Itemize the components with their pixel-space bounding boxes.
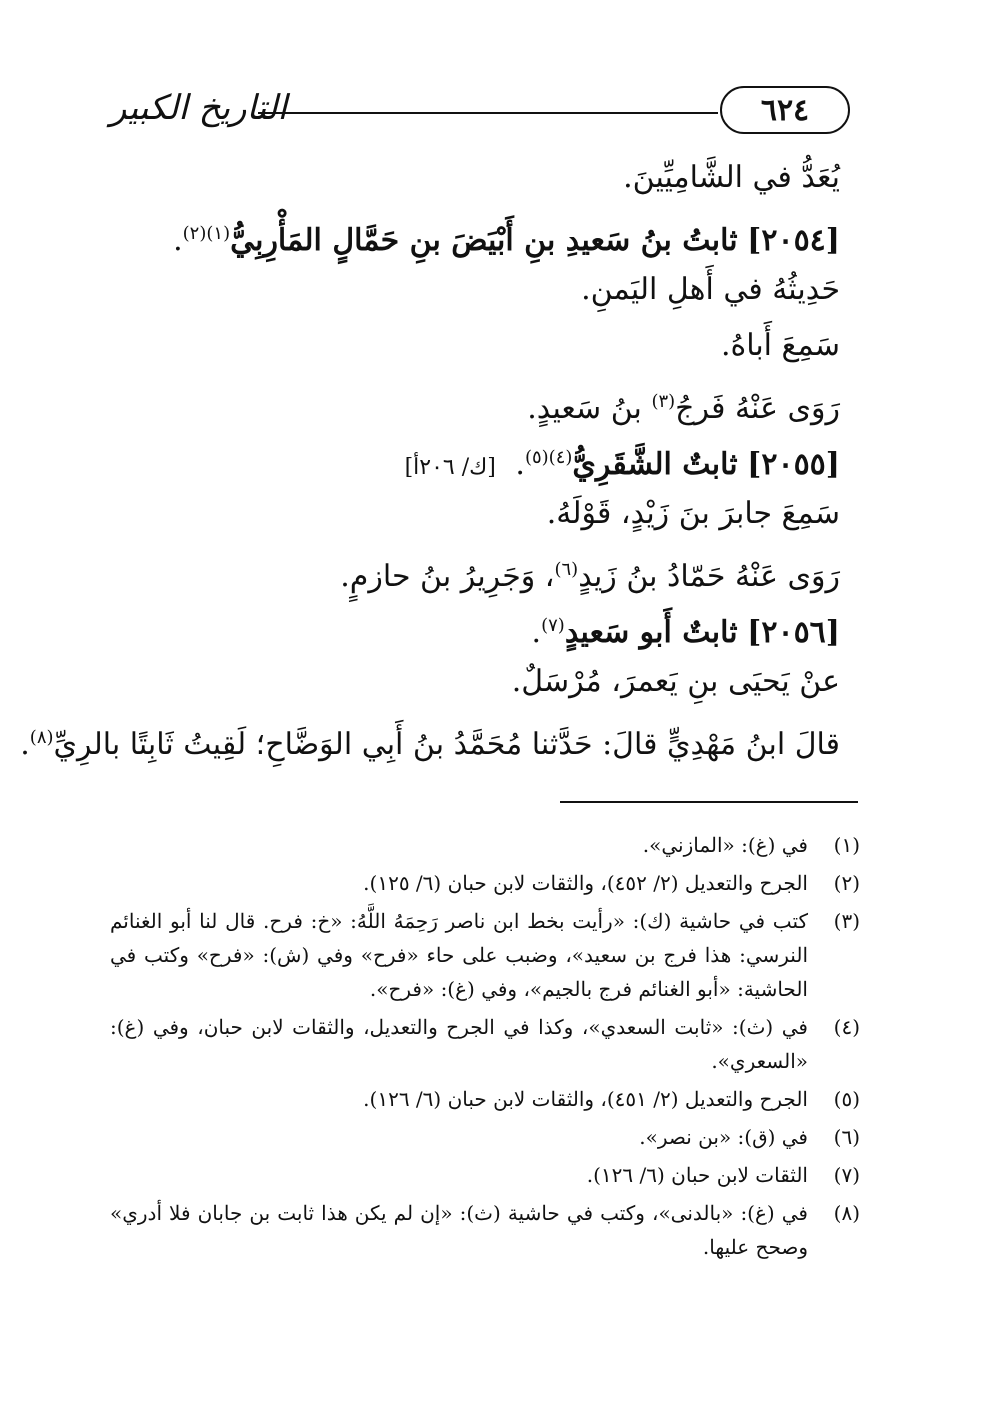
- running-title: التاريخ الكبير: [110, 88, 287, 128]
- footnote: [110, 1120, 860, 1154]
- text-line: سَمِعَ جابرَ بنَ زَيْدٍ، قَوْلَهُ.: [546, 496, 840, 531]
- footnote-text: في (ث): «ثابت السعدي»، وكذا في الجرح والتعديل، والثقات لابن حبان، وفي (غ): «السعري».: [110, 1015, 808, 1073]
- footnote: [110, 1010, 860, 1078]
- entry-2055: [110, 430, 840, 486]
- text-segment: رَوَى عَنْهُ فَرجُ: [675, 391, 840, 426]
- text-line-mahdi: [20, 710, 840, 766]
- footnote-ref: (١)(٢): [182, 223, 231, 244]
- text-line: يُعَدُّ في الشَّامِيِّينَ.: [623, 160, 840, 195]
- entry-name: ثابتٌ الشَّقَرِيُّ: [572, 447, 738, 482]
- footnote-text: في (ق): «بن نصر».: [639, 1125, 808, 1149]
- text-line: حَدِيثُهُ في أَهلِ اليَمنِ.: [581, 272, 840, 307]
- footnote-number: (٢): [833, 871, 860, 895]
- footnote-number: (٨): [833, 1201, 860, 1225]
- entry-number: [٢٠٥٦]: [747, 615, 840, 650]
- footnote-text: كتب في حاشية (ك): «رأيت بخط ابن ناصر رَحِمَهُ اللَّهُ: «خ: فرح. قال لنا أبو الغنائم النرسي: هذا فرج بن سعيد»، وضبب على حاء «فرح» وفي (ش): «فرح» وكتب في الحاشية: «أبو الغنائم فرج بالجيم»، وفي (غ): «فرح».: [110, 909, 808, 1001]
- text-line: عنْ يَحيَى بنِ يَعمرَ، مُرْسَلٌ.: [511, 664, 840, 699]
- entry-end: .: [531, 615, 542, 650]
- footnote-text: في (غ): «المازني».: [642, 833, 808, 857]
- page-number: ٦٢٤: [720, 86, 850, 134]
- entry-2054: [110, 206, 840, 262]
- footnote: [110, 828, 860, 862]
- footnote-number: (٦): [833, 1125, 860, 1149]
- footnote-number: (٣): [833, 909, 860, 933]
- footnotes: [110, 828, 860, 1268]
- footnote-text: في (غ): «بالدنى»، وكتب في حاشية (ث): «إن لم يكن هذا ثابت بن جابان فلا أدري» وصحح عليها.: [110, 1201, 808, 1259]
- entry-name: ثابتُ بنُ سَعيدِ بنِ أَبْيَضَ بنِ حَمَّالٍ المَأْرِبِيُّ: [230, 223, 738, 258]
- entry-number: [٢٠٥٤]: [747, 223, 840, 258]
- footnote-ref: (٦): [554, 559, 579, 580]
- entry-name: ثابتٌ أَبو سَعيدٍ: [564, 615, 738, 650]
- footnote-number: (١): [833, 833, 860, 857]
- footnote: [110, 1158, 860, 1192]
- text-segment: .: [20, 727, 30, 762]
- footnote-ref: (٧): [541, 615, 565, 636]
- text-line-farj: [110, 374, 840, 430]
- text-segment: ، وَجَرِيرُ بنُ حازمٍ.: [340, 559, 555, 594]
- text-line: سَمِعَ أَباهُ.: [720, 328, 840, 363]
- footnote: [110, 866, 860, 900]
- text-segment: رَوَى عَنْهُ حَمّادُ بنُ زَيدٍ: [578, 559, 840, 594]
- manuscript-sigla: [ك/ ٢٠٦أ]: [404, 455, 496, 480]
- footnote-number: (٥): [833, 1087, 860, 1111]
- footnote-text: الجرح والتعديل (٢/ ٤٥٢)، والثقات لابن حبان (٦/ ١٢٥).: [363, 871, 808, 895]
- entry-number: [٢٠٥٥]: [747, 447, 840, 482]
- footnote-text: الجرح والتعديل (٢/ ٤٥١)، والثقات لابن حبان (٦/ ١٢٦).: [363, 1087, 808, 1111]
- entry-end: .: [515, 447, 525, 482]
- footnote-number: (٧): [833, 1163, 860, 1187]
- footnote-rule: [560, 801, 858, 803]
- main-text: [20, 150, 840, 766]
- footnote-number: (٤): [833, 1015, 860, 1039]
- footnote-ref: (٨): [29, 727, 54, 748]
- footnote-text: الثقات لابن حبان (٦/ ١٢٦).: [586, 1163, 808, 1187]
- footnote-ref: (٤)(٥): [524, 447, 573, 468]
- text-line-hammad: [110, 542, 840, 598]
- entry-2056: [110, 598, 840, 654]
- footnote: [110, 904, 860, 1006]
- header-rule: [258, 112, 718, 114]
- footnote-ref: (٣): [651, 391, 676, 412]
- entry-end: .: [173, 223, 183, 258]
- text-segment: قالَ ابنُ مَهْدِيٍّ قالَ: حَدَّثنا مُحَمَّدُ بنُ أَبِي الوَضَّاحِ؛ لَقِيتُ ثَابِتًا بالرِيِّ: [53, 727, 840, 762]
- footnote: [110, 1082, 860, 1116]
- text-segment: بنُ سَعيدٍ.: [527, 391, 652, 426]
- footnote: [110, 1196, 860, 1264]
